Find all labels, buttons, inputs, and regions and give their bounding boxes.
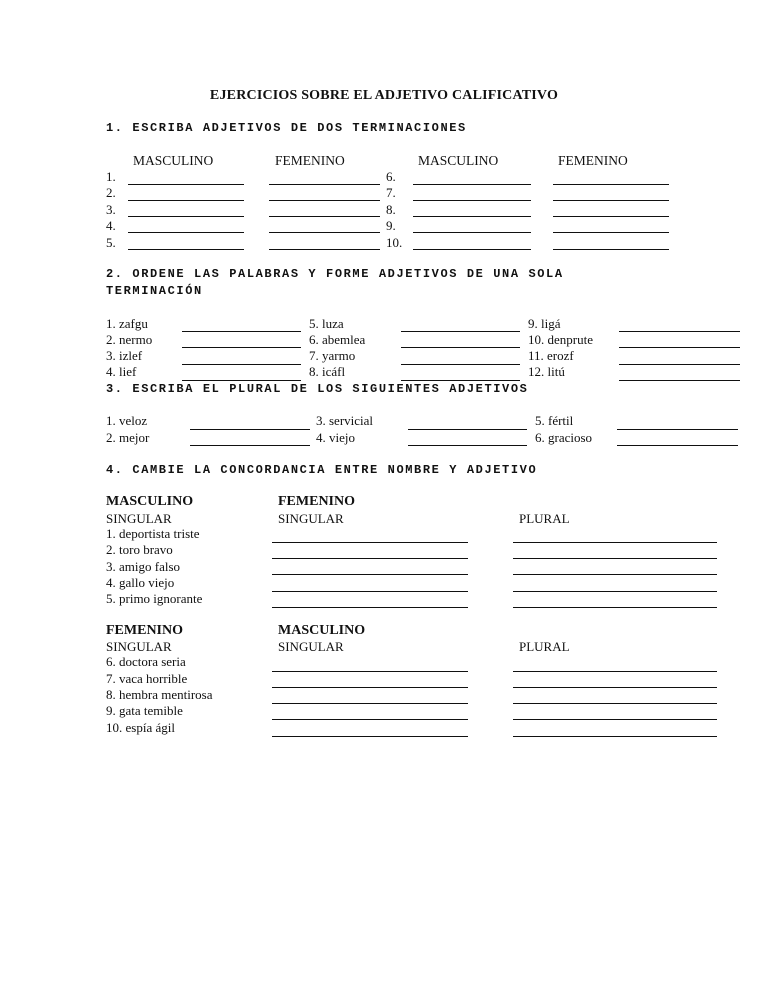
s1-number: 9. <box>386 218 396 233</box>
answer-line[interactable] <box>128 232 244 233</box>
answer-line[interactable] <box>182 380 301 381</box>
part-a-mid-number: SINGULAR <box>278 511 344 526</box>
s3-word: 5. fértil <box>535 413 574 428</box>
s3-word: 1. veloz <box>106 413 148 428</box>
s2-word: 5. luza <box>309 316 344 331</box>
part-b-item: 7. vaca horrible <box>106 671 188 686</box>
answer-line[interactable] <box>272 703 468 704</box>
answer-line[interactable] <box>272 558 468 559</box>
s1-number: 2. <box>106 185 116 200</box>
answer-line[interactable] <box>413 216 531 217</box>
answer-line[interactable] <box>413 232 531 233</box>
answer-line[interactable] <box>619 380 740 381</box>
answer-line[interactable] <box>182 364 301 365</box>
answer-line[interactable] <box>513 703 717 704</box>
part-b-item: 8. hembra mentirosa <box>106 687 213 702</box>
answer-line[interactable] <box>513 687 717 688</box>
answer-line[interactable] <box>553 249 669 250</box>
answer-line[interactable] <box>401 364 520 365</box>
s2-word: 2. nermo <box>106 332 153 347</box>
answer-line[interactable] <box>128 216 244 217</box>
answer-line[interactable] <box>272 607 468 608</box>
part-a-item: 4. gallo viejo <box>106 575 175 590</box>
answer-line[interactable] <box>408 429 527 430</box>
s1-number: 4. <box>106 218 116 233</box>
answer-line[interactable] <box>619 347 740 348</box>
s2-word: 12. litú <box>528 364 565 379</box>
part-b-right-gender: MASCULINO <box>278 623 366 638</box>
answer-line[interactable] <box>408 445 527 446</box>
part-a-item: 1. deportista triste <box>106 526 200 541</box>
answer-line[interactable] <box>617 445 738 446</box>
part-a-item: 2. toro bravo <box>106 542 173 557</box>
s3-word: 6. gracioso <box>535 430 593 445</box>
s1-number: 7. <box>386 185 396 200</box>
part-b-left-gender: FEMENINO <box>106 623 183 638</box>
s1-number: 5. <box>106 235 116 250</box>
s2-word: 1. zafgu <box>106 316 148 331</box>
s1-header-femenino-2: FEMENINO <box>558 153 628 168</box>
s1-number: 1. <box>106 169 116 184</box>
answer-line[interactable] <box>269 216 380 217</box>
section-2-heading: 2. ORDENE LAS PALABRAS Y FORME ADJETIVOS DE UNA SOLA <box>106 267 564 281</box>
s3-word: 3. servicial <box>316 413 374 428</box>
s1-header-femenino-1: FEMENINO <box>275 153 345 168</box>
answer-line[interactable] <box>272 591 468 592</box>
answer-line[interactable] <box>619 331 740 332</box>
answer-line[interactable] <box>401 331 520 332</box>
page-title: EJERCICIOS SOBRE EL ADJETIVO CALIFICATIVO <box>209 88 559 103</box>
answer-line[interactable] <box>413 200 531 201</box>
answer-line[interactable] <box>553 232 669 233</box>
s3-word: 2. mejor <box>106 430 150 445</box>
s2-word: 10. denprute <box>528 332 593 347</box>
answer-line[interactable] <box>553 216 669 217</box>
part-b-item: 9. gata temible <box>106 703 183 718</box>
answer-line[interactable] <box>190 445 310 446</box>
s1-number: 10. <box>386 235 403 250</box>
s2-word: 3. izlef <box>106 348 143 363</box>
part-a-left-number: SINGULAR <box>106 511 172 526</box>
answer-line[interactable] <box>401 380 520 381</box>
answer-line[interactable] <box>182 347 301 348</box>
part-a-right-gender: FEMENINO <box>278 494 355 509</box>
answer-line[interactable] <box>269 184 380 185</box>
answer-line[interactable] <box>272 736 468 737</box>
answer-line[interactable] <box>513 671 717 672</box>
answer-line[interactable] <box>401 347 520 348</box>
section-4-heading: 4. CAMBIE LA CONCORDANCIA ENTRE NOMBRE Y ADJETIVO <box>106 463 538 477</box>
answer-line[interactable] <box>269 232 380 233</box>
answer-line[interactable] <box>619 364 740 365</box>
answer-line[interactable] <box>513 736 717 737</box>
answer-line[interactable] <box>272 671 468 672</box>
answer-line[interactable] <box>413 249 531 250</box>
s2-word: 8. icáfl <box>309 364 346 379</box>
answer-line[interactable] <box>272 574 468 575</box>
answer-line[interactable] <box>513 574 717 575</box>
section-2-heading-cont: TERMINACIÓN <box>106 284 203 298</box>
part-b-item: 10. espía ágil <box>106 720 175 735</box>
s2-word: 6. abemlea <box>309 332 366 347</box>
part-a-left-gender: MASCULINO <box>106 494 194 509</box>
part-a-item: 3. amigo falso <box>106 559 181 574</box>
answer-line[interactable] <box>553 184 669 185</box>
part-b-left-number: SINGULAR <box>106 639 172 654</box>
answer-line[interactable] <box>553 200 669 201</box>
s2-word: 7. yarmo <box>309 348 356 363</box>
answer-line[interactable] <box>128 249 244 250</box>
answer-line[interactable] <box>272 719 468 720</box>
part-a-item: 5. primo ignorante <box>106 591 203 606</box>
answer-line[interactable] <box>617 429 738 430</box>
answer-line[interactable] <box>513 558 717 559</box>
answer-line[interactable] <box>272 542 468 543</box>
answer-line[interactable] <box>182 331 301 332</box>
s2-word: 4. lief <box>106 364 137 379</box>
s1-number: 6. <box>386 169 396 184</box>
part-b-plural: PLURAL <box>519 639 570 654</box>
answer-line[interactable] <box>269 200 380 201</box>
answer-line[interactable] <box>272 687 468 688</box>
answer-line[interactable] <box>128 184 244 185</box>
answer-line[interactable] <box>513 719 717 720</box>
answer-line[interactable] <box>190 429 310 430</box>
s1-header-masculino-2: MASCULINO <box>418 153 499 168</box>
answer-line[interactable] <box>513 591 717 592</box>
s1-number: 3. <box>106 202 116 217</box>
part-a-plural: PLURAL <box>519 511 570 526</box>
s2-word: 11. erozf <box>528 348 574 363</box>
answer-line[interactable] <box>413 184 531 185</box>
answer-line[interactable] <box>269 249 380 250</box>
answer-line[interactable] <box>513 607 717 608</box>
section-1-heading: 1. ESCRIBA ADJETIVOS DE DOS TERMINACIONES <box>106 121 467 135</box>
part-b-mid-number: SINGULAR <box>278 639 344 654</box>
s3-word: 4. viejo <box>316 430 355 445</box>
s1-header-masculino-1: MASCULINO <box>133 153 214 168</box>
answer-line[interactable] <box>513 542 717 543</box>
answer-line[interactable] <box>128 200 244 201</box>
s1-number: 8. <box>386 202 396 217</box>
part-b-item: 6. doctora seria <box>106 654 186 669</box>
section-3-heading: 3. ESCRIBA EL PLURAL DE LOS SIGUIENTES ADJETIVOS <box>106 382 529 396</box>
s2-word: 9. ligá <box>528 316 561 331</box>
